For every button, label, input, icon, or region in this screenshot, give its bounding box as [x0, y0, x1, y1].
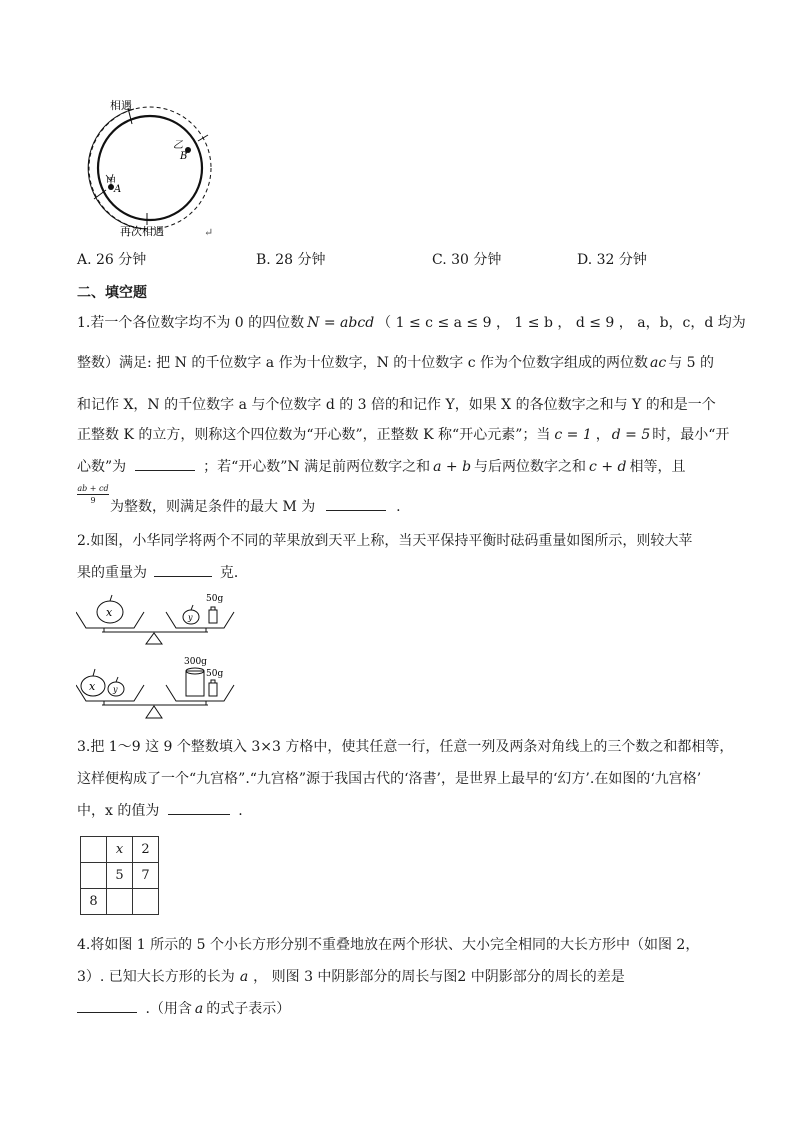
fulcrum — [146, 633, 162, 644]
q2-line-2: 果的重量为 克． — [77, 562, 248, 582]
choice-letter: A — [77, 252, 88, 268]
weight-label: 50g — [206, 594, 224, 604]
answer-blank-4[interactable] — [168, 800, 230, 815]
choice-text: . 26 分钟 — [87, 252, 147, 268]
grid-cell: 5 — [107, 863, 133, 889]
q1-fraction — [77, 483, 109, 506]
apple-y-label: y — [113, 685, 118, 694]
answer-blank-3[interactable] — [154, 562, 212, 577]
fraction-numerator: ab + cd — [77, 484, 109, 493]
choice-letter: C — [432, 252, 443, 268]
n-equals-abcd: N = abcd — [307, 315, 375, 331]
circle-track-figure — [80, 95, 230, 240]
grid-cell — [81, 863, 107, 889]
grid-cell — [81, 837, 107, 863]
choice-text: . 28 分钟 — [266, 252, 326, 268]
weight-300g-label: 300g — [184, 657, 207, 667]
inner-track-circle — [98, 116, 202, 220]
answer-blank-2[interactable] — [326, 496, 386, 511]
grid-cell: 7 — [133, 863, 159, 889]
q1-line-6: 为整数，则满足条件的最大 M 为 . — [110, 496, 401, 516]
section-title: 二、填空题 — [77, 285, 147, 301]
magic-square-grid — [80, 836, 159, 915]
choice-letter: D — [577, 252, 588, 268]
answer-blank-5[interactable] — [77, 998, 137, 1013]
choice-letter: B — [256, 252, 267, 268]
weight-50g — [209, 683, 217, 696]
right-pan — [166, 685, 234, 701]
weight-300g — [186, 671, 204, 696]
q4-line-3: .（用含 a 的式子表示） — [77, 998, 290, 1018]
q2-line-1: 2.如图，小华同学将两个不同的苹果放到天平上称，当天平保持平衡时砝码重量如图所示，则较大苹 — [77, 533, 693, 549]
choice-c[interactable] — [432, 249, 501, 269]
two-digit-ac: ac — [650, 355, 667, 371]
q4-line-1: 4.将如图 1 所示的 5 个小长方形分别不重叠地放在两个形状、大小完全相同的大长方形中（如图 2， — [77, 937, 700, 953]
balance-scale-2 — [76, 655, 246, 727]
right-pan — [166, 612, 234, 628]
grid-cell: x — [107, 837, 133, 863]
outer-dashed-path — [89, 107, 211, 229]
choice-text: . 30 分钟 — [442, 252, 502, 268]
answer-blank-1[interactable] — [135, 456, 195, 471]
grid-cell: 2 — [133, 837, 159, 863]
weight-50g-label: 50g — [206, 669, 224, 679]
choice-b[interactable] — [256, 249, 325, 269]
label-yi: 乙 — [173, 140, 183, 151]
balance-scale-1 — [76, 590, 246, 652]
q3-line-3: 中，x 的值为 . — [77, 800, 243, 820]
b-tick-line — [198, 135, 208, 141]
fulcrum — [146, 706, 162, 718]
apple-y-label: y — [188, 613, 193, 622]
q1-line-5: 心数”为 ；若“开心数”N 满足前两位数字之和 a + b 与后两位数字之和 c + d 相等，且 — [77, 456, 685, 476]
grid-cell: 8 — [81, 889, 107, 915]
label-meet: 相遇 — [110, 99, 132, 112]
choice-a[interactable] — [77, 249, 146, 269]
return-mark: ↵ — [204, 226, 214, 239]
apple-x-label: x — [106, 606, 113, 619]
label-a: A — [114, 184, 122, 195]
choice-text: . 32 分钟 — [587, 252, 647, 268]
weight-50g — [209, 610, 217, 623]
apple-x-label: x — [89, 680, 96, 693]
q1-line-3: 和记作 X，N 的千位数字 a 与个位数字 d 的 3 倍的和记作 Y，如果 X 的各位数字之和与 Y 的和是一个 — [77, 397, 716, 413]
q1-line-2: 整数）满足: 把 N 的千位数字 a 作为十位数字，N 的十位数字 c 作为个位数字组成的两位数 ac 与 5 的 — [77, 355, 715, 371]
grid-cell — [107, 889, 133, 915]
label-b: B — [180, 151, 188, 162]
grid-cell — [133, 889, 159, 915]
choice-d[interactable] — [577, 249, 647, 269]
q3-line-2: 这样便构成了一个“九宫格”.“九宫格”源于我国古代的‘洛書’，是世界上最早的‘幻方’.在如图的‘九宫格’ — [77, 771, 702, 787]
q4-line-2: 3）. 已知大长方形的长为 a ， 则图 3 中阴影部分的周长与图2 中阴影部分的周长的差是 — [77, 969, 625, 985]
q1-line-4: 正整数 K 的立方，则称这个四位数为“开心数”，正整数 K 称“开心元素”；当 c = 1 ， d = 5 时，最小“开 — [77, 427, 730, 443]
label-meet-again: 再次相遇 — [120, 225, 164, 238]
label-jia: 甲 — [106, 177, 116, 188]
q1-line-1: 1.若一个各位数字均不为 0 的四位数 N = abcd （ 1 ≤ c ≤ a ≤ 9 ， 1 ≤ b ， d ≤ 9 ， a，b，c，d 均为 — [77, 315, 746, 331]
fraction-denominator: 9 — [90, 496, 96, 505]
q3-line-1: 3.把 1～9 这 9 个整数填入 3×3 方格中，使其任意一行，任意一列及两条对角线上的三个数之和都相等， — [77, 739, 734, 755]
